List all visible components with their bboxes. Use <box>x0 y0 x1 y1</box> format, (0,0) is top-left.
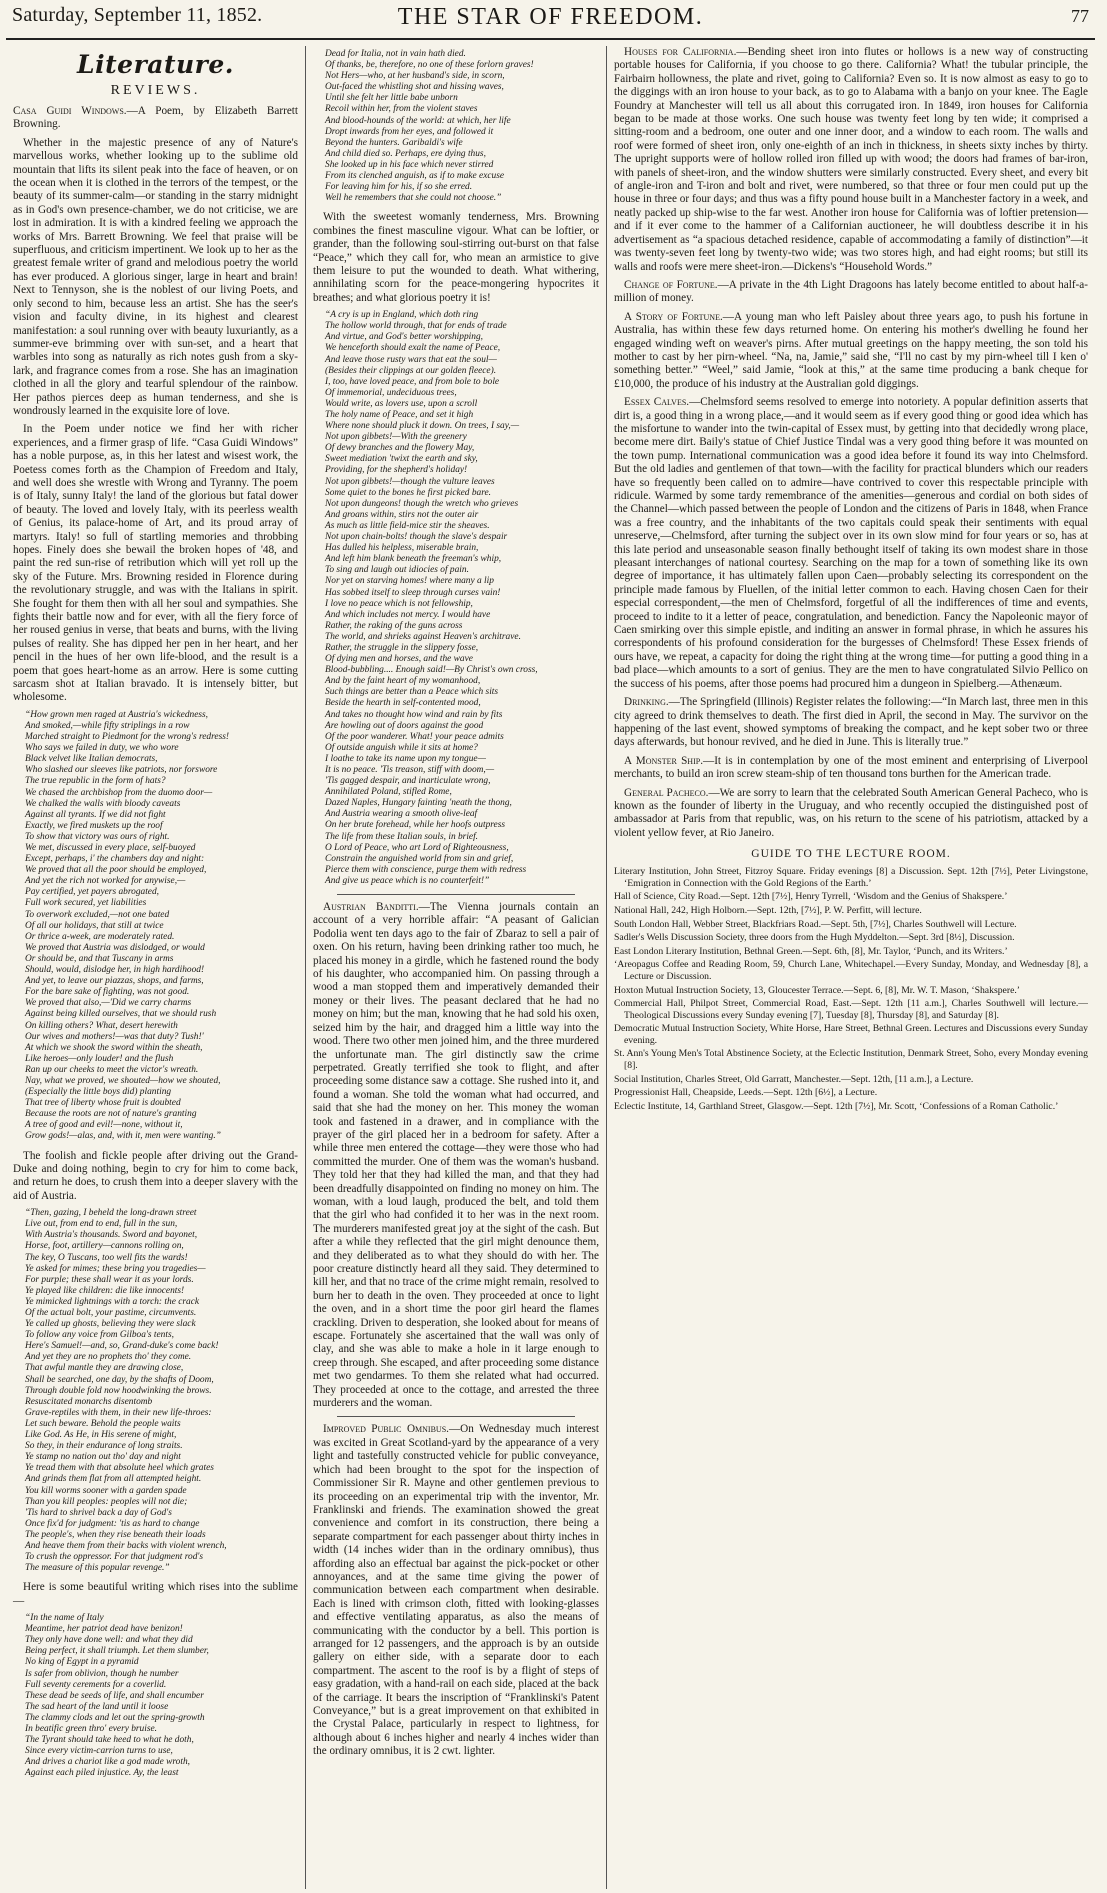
article-houses-california <box>614 46 1088 274</box>
verse-line: “A cry is up in England, which doth ring <box>325 310 479 321</box>
masthead <box>6 0 1095 40</box>
verse-line: (Especially the little boys did) planting <box>25 1087 172 1098</box>
verse-line: So they, in their endurance of long straits. <box>25 1441 183 1452</box>
verse-line: Exactly, we fired muskets up the roof <box>25 820 163 831</box>
divider <box>337 894 575 895</box>
verse-line: Well he remembers that she could not choose.” <box>325 193 502 204</box>
verse-line: And grinds them flat from all attempted height. <box>25 1474 202 1485</box>
verse-line: The Tyrant should take heed to what he doth, <box>25 1735 194 1746</box>
lecture-entry: Literary Institution, John Street, Fitzroy Square. Friday evenings [8] a Discussion. Sept. 12th [7½], Peter Livingstone, ‘Emigration in Connection with the Gold Regions of the Earth.’ <box>614 866 1088 889</box>
verse-line: Ran up our cheeks to meet the victor's wreath. <box>25 1064 199 1075</box>
verse-line: These dead be seeds of life, and shall encumber <box>25 1690 204 1701</box>
verse-line: Has sobbed itself to sleep through curses vain! <box>325 587 501 598</box>
verse-line: Sweet mediation 'twixt the earth and sky, <box>325 454 478 465</box>
article-body: —A private in the 4th Light Dragoons has lately become entitled to about half-a-million of money. <box>614 278 1088 305</box>
verse-line: Are howling out of doors against the good <box>325 720 484 731</box>
verse-line: To show that victory was ours of right. <box>25 831 170 842</box>
section-title: Literature. <box>77 50 234 79</box>
verse-line: Has dulled his helpless, miserable brain, <box>325 543 479 554</box>
verse-line: To crush the oppressor. For that judgment rod's <box>25 1552 204 1563</box>
verse-line: No king of Egypt in a pyramid <box>25 1657 139 1668</box>
verse-line: Nor yet on starving homes! where many a lip <box>325 576 494 587</box>
lecture-entry: Social Institution, Charles Street, Old Garratt, Manchester.—Sept. 12th, [11 a.m.], a Lecture. <box>614 1073 974 1085</box>
verse-line: Such things are better than a Peace which sits <box>325 687 499 698</box>
verse-line: And heave them from their backs with violent wrench, <box>25 1540 227 1551</box>
verse-line: And yet the rich not worked for anywise,— <box>25 876 186 887</box>
verse-line: Against all tyrants. If we did not fight <box>25 809 166 820</box>
article-body: —A young man who left Paisley about three years ago, to push his fortune in Australia, has within these few days returned home. On entering his mother's dwelling he found her engaged winding weft on weaver's pirns. After mutual greetings on the happy meeting, the son told his mother to cast by her pirn-wheel. “Na, na, Jamie,” said she, “I'll no cast by my pirn-wheel till I ken o' something better.” “Weel,” said Jamie, “look at this,” at the same time producing a bank cheque for £10,000, the produce of his industry at the Australian gold diggings. <box>614 310 1088 390</box>
verse-peace <box>325 310 599 887</box>
verse-line: Horse, foot, artillery—cannons rolling on, <box>25 1241 184 1252</box>
verse-line: I love no peace which is not fellowship, <box>325 598 473 609</box>
verse-line: Not upon gibbets!—With the greenery <box>325 432 467 443</box>
verse-line: And drives a chariot like a god made wroth, <box>25 1757 190 1768</box>
verse-line: I, too, have loved peace, and from bole to bole <box>325 376 500 387</box>
verse-line: “Then, gazing, I beheld the long-drawn street <box>25 1208 197 1219</box>
review-peace-paragraph: With the sweetest womanly tenderness, Mrs. Browning combines the finest masculine vigour. What can be loftier, or grander, than the following soul-stirring out-burst on that false “Peace,” which they call for, who mean an armistice to give them leisure to put the wounded to death. What withering, annihilating scorn for the peace-mongering hypocrites it breathes; and what glorious poetry it is! <box>313 211 599 304</box>
lecture-entry: South London Hall, Webber Street, Blackfriars Road.—Sept. 5th, [7½], Charles Southwell will Lecture. <box>614 918 1017 930</box>
verse-line: Would write, as lovers use, upon a scroll <box>325 398 478 409</box>
divider <box>337 1416 575 1417</box>
verse-line: 'Tis gagged despair, and inarticulate wrong, <box>325 776 491 787</box>
verse-line: Until she felt her little babe unborn <box>325 93 458 104</box>
article-body: —We are sorry to learn that the celebrated South American General Pacheco, who is known as the founder of liberty in the Uruguay, and who recently occupied the distinguished post of ambassador at Paris from that republic, was, on his return to the scene of his patriotism, attacked by a violent yellow fever, at Rio Janeiro. <box>614 786 1088 839</box>
verse-line: Being perfect, it shall triumph. Let them slumber, <box>25 1646 209 1657</box>
lecture-guide-title: GUIDE TO THE LECTURE ROOM. <box>751 848 951 861</box>
verse-line: We met, discussed in every place, self-buoyed <box>25 843 196 853</box>
verse-line: Dropt inwards from her eyes, and followed it <box>325 126 494 137</box>
verse-line: Ye tread them with that absolute heel which grates <box>25 1463 214 1474</box>
verse-line: Not upon dungeons! though the wretch who grieves <box>325 498 519 509</box>
verse-line: Of immemorial, undeciduous trees, <box>325 387 457 398</box>
verse-line: Dead for Italia, not in vain hath died. <box>325 49 466 59</box>
verse-line: Of the actual bolt, your pastime, circumvents. <box>25 1308 197 1318</box>
verse-line: Where none should pluck it down. On trees, I say,— <box>325 421 520 432</box>
article-head: Austrian Banditti. <box>323 901 419 914</box>
verse-line: I loathe to take its name upon my tongue— <box>325 753 486 764</box>
verse-line: Some quiet to the bones he first picked bare. <box>325 487 492 498</box>
article-essex-calves <box>614 396 1088 691</box>
verse-line: Full work secured, yet liabilities <box>25 898 147 909</box>
verse-line: Except, perhaps, i' the chambers day and night: <box>25 854 205 865</box>
verse-line: Since every victim-carrion turns to use, <box>25 1746 173 1757</box>
verse-line: And yet they are no prophets tho' they come. <box>25 1352 192 1363</box>
verse-line: Of the poor wanderer. What! your peace admits <box>325 731 504 742</box>
lecture-entry: East London Literary Institution, Bethnal Green.—Sept. 6th, [8], Mr. Taylor, ‘Punch, and its Writers.’ <box>614 945 1008 957</box>
verse-line: Who slashed our sleeves like patriots, nor forswore <box>25 765 218 776</box>
verse-line: The measure of this popular revenge.” <box>25 1563 170 1574</box>
verse-line: For the bare sake of fighting, was not good. <box>25 987 190 998</box>
lecture-entry: Democratic Mutual Instruction Society, White Horse, Hare Street, Bethnal Green. Lectures and Discussions every Sunday evening. <box>614 1023 1088 1046</box>
verse-line: It is no peace. 'Tis treason, stiff with doom,— <box>325 765 495 775</box>
verse-line: And Austria wearing a smooth olive-leaf <box>325 809 478 820</box>
column-2 <box>305 46 606 1889</box>
verse-line: Beside the hearth in self-contented mood, <box>325 698 481 709</box>
review-title: Casa Guidi Windows. <box>13 105 127 117</box>
verse-line: Rather, the raking of the guns across <box>325 620 463 631</box>
verse-line: Not Hers—who, at her husband's side, in scorn, <box>325 71 505 82</box>
verse-line: The world, and shrieks against Heaven's architrave. <box>325 631 521 642</box>
issue-date: Saturday, September 11, 1852. <box>12 4 263 26</box>
verse-line: “In the name of Italy <box>25 1613 104 1624</box>
verse-line: Meantime, her patriot dead have benizon! <box>25 1624 183 1635</box>
verse-line: Rather, the struggle in the slippery fosse, <box>325 642 479 653</box>
verse-line: And virtue, and God's better worshipping, <box>325 332 483 343</box>
verse-line: The hollow world through, that for ends of trade <box>325 321 507 332</box>
verse-line: O Lord of Peace, who art Lord of Righteousness, <box>325 842 509 853</box>
review-intro-paragraph: Whether in the majestic presence of any of Nature's marvellous works, whether looking up to the sublime old mountain that lifts its silent peak into the face of heaven, or on the ocean when it is clothed in the terrors of the tempest, or the beauty of its summer-calm—or standing in the starry midnight as in God's own presence-chamber, we do not criticise, we are lost in admiration. It is with a kindred feeling we approach the works of Mrs. Barrett Browning. We feel that praise will be superfluous, and criticism impertinent. We look up to her as the greatest female writer of grand and melodious poetry the world has ever produced. A glorious singer, large in heart and brain! Next to Tennyson, she is the noblest of our living Poets, and only second to him, because less an artist. She has the seer's vision and faculty divine, in its highest and clearest manifestation: a soul running over with beauty luxuriantly, as a summer-eve brimming over with sun-set, and a heart that warbles into song as naturally as rich notes gush from a sky-lark, and fragrance comes from a rose. She has an imagination clothed in all the glory and tearful splendour of the rainbow. Her pathos pierces deep as human tenderness, and she is wondrously learned in the exquisite lore of love. <box>13 136 298 417</box>
review-heading <box>13 105 298 132</box>
verse-austria <box>25 1208 298 1574</box>
verse-line: And blood-hounds of the world: at which, her life <box>325 115 511 126</box>
columns <box>6 46 1097 1889</box>
review-mid-paragraph: The foolish and fickle people after driving out the Grand-Duke and doing nothing, begin to cry for him to come back, and return he does, to crush them into a deeper slavery with the aid of Austria. <box>13 1149 298 1202</box>
verse-line: Or should be, and that Tuscany in arms <box>25 953 174 964</box>
verse-line: To follow any voice from Gilboa's tents, <box>25 1330 174 1341</box>
verse-line: On her brute forehead, while her hoofs outpress <box>325 820 506 831</box>
verse-line: Nay, what we proved, we shouted—how we shouted, <box>25 1075 221 1086</box>
verse-line: Ye stamp no nation out tho' day and night <box>25 1452 181 1463</box>
article-body: —Bending sheet iron into flutes or hollows is a new way of constructing portable houses for California, if you choose to go there. California? What! the tubular principle, the Fairbairn hollowness, the plate and rivet, going to California? Even so. It is now almost as easy to go to the diggings with an iron house to your back, as to go to Alabama with a banjo on your knee. The Eagle Foundry at Manchester will tell us all about this corrugated iron. In 1849, iron houses for California began to be made at those works. One such house was twenty feet long by ten wide; it comprised a sitting-room and a bedroom, one outer and one inner door, and a window to each room. The walls and roof were formed of sheet iron, only one-eighth of an inch in thickness, in sheets sixty inches by thirty. The upright supports were of hollow rolled iron filled up with wood; the doors had frames of bar-iron, with panels of sheet-iron, and the window shutters were similarly constructed. Every sheet, and every bit of angle-iron and T-iron and bolt and rivet, were numbered, so that three or four men could put up the house in three or four days; and thus was a fifty pound house built in a Manchester factory in a week, and neatly packed up ship-wise to the far west. Another iron house for California was of loftier pretension—and if it ever come to the hammer of a Californian auctioneer, he will doubtless describe it in his advertisement as “a spacious detached residence, capable of accommodating a family of distinction”—it was twenty-seven feet long by twenty-two wide; was two stores high, and had eight rooms; but still its walls and roofs were mere sheet-iron.—Dickens's “Household Words.” <box>614 46 1088 273</box>
verse-line: Grow gods!—alas, and, with it, men were wanting.” <box>25 1131 221 1142</box>
verse-line: That tree of liberty whose fruit is doubted <box>25 1098 181 1109</box>
verse-line: Annihilated Poland, stifled Rome, <box>325 787 452 798</box>
verse-line: Ye mimicked lightnings with a torch: the crack <box>25 1296 200 1307</box>
verse-line: As much as little field-mice stir the sheaves. <box>325 520 490 531</box>
verse-line: They only have done well: and what they did <box>25 1635 193 1646</box>
article-body: —The Springfield (Illinois) Register relates the following:—“In March last, three men in this city agreed to drink themselves to death. The first died in April, the second in May. The survivor on the happening of the last event, showed symptoms of breaking the compact, and he kept sober two or three days afterwards, but honour revived, and he died in June. This is literally true.” <box>614 696 1088 749</box>
verse-line: And child died so. Perhaps, ere dying thus, <box>325 148 486 159</box>
verse-line: Of all our holidays, that still at twice <box>25 920 164 931</box>
verse-line: And yet, to leave our piazzas, shops, and farms, <box>25 976 204 987</box>
verse-line: Once fix'd for judgment: 'tis as hard to change <box>25 1518 200 1529</box>
verse-line: Grave-reptiles with them, in their new life-throes: <box>25 1407 212 1418</box>
verse-line: “How grown men raged at Austria's wickedness, <box>25 709 208 720</box>
article-head: Improved Public Omnibus. <box>323 1423 449 1436</box>
verse-line: Pierce them with conscience, purge them with redress <box>325 864 527 875</box>
verse-line: 'Tis hard to shrivel back a day of God's <box>25 1507 172 1518</box>
lecture-entry: National Hall, 242, High Holborn.—Sept. 12th, [7½], P. W. Perfitt, will lecture. <box>614 904 922 916</box>
verse-line: The key, O Tuscans, too well fits the wards! <box>25 1252 188 1263</box>
verse-line: Of thanks, be, therefore, no one of these forlorn graves! <box>325 60 534 71</box>
verse-line: Marched straight to Piedmont for the wrong's redress! <box>25 732 229 743</box>
verse-line: The life from these Italian souls, in brief. <box>325 831 479 842</box>
verse-line: And left him blank beneath the freeman's whip, <box>325 554 502 565</box>
article-change-of-fortune <box>614 279 1088 306</box>
page-number: 77 <box>1071 6 1089 26</box>
verse-line: We proved that Austria was dislodged, or would <box>25 942 205 953</box>
verse-line: The sad heart of the land until it loose <box>25 1701 169 1712</box>
verse-line: And by the faint heart of my womanhood, <box>325 676 481 687</box>
verse-line: And smoked,—while fifty striplings in a row <box>25 720 190 731</box>
article-head: A Monster Ship. <box>624 754 703 767</box>
verse-line: And which includes not mercy. I would have <box>325 609 491 620</box>
verse-line: Constrain the anguished world from sin and grief, <box>325 853 514 864</box>
lecture-entry: St. Ann's Young Men's Total Abstinence Society, at the Eclectic Institution, Denmark Street, Soho, every Monday evening [8]. <box>614 1048 1088 1072</box>
verse-line: Out-faced the whistling shot and hissing waves, <box>325 82 504 93</box>
verse-line: Or thrice a-week, are moderately rated. <box>25 931 175 942</box>
article-head: General Pacheco. <box>624 786 709 799</box>
verse-line: Resuscitated monarchs disentomb <box>25 1396 153 1407</box>
article-drinking <box>614 696 1088 750</box>
lecture-entry: Progressionist Hall, Cheapside, Leeds.—Sept. 12th [6½], a Lecture. <box>614 1087 878 1099</box>
lecture-entry: ‘Areopagus Coffee and Reading Room, 59, Church Lane, Whitechapel.—Every Sunday, Monday, and Wednesday [8], a Lecture or Discussion. <box>614 959 1088 982</box>
verse-line: Through double fold now hoodwinking the brows. <box>25 1385 212 1396</box>
newspaper-title: THE STAR OF FREEDOM. <box>397 4 704 30</box>
verse-line: Than you kill peoples: peoples will not die; <box>25 1496 188 1507</box>
verse-line: Of dewy branches and the flowery May, <box>325 443 475 454</box>
lecture-entry: Hall of Science, City Road.—Sept. 12th [7½], Henry Tyrrell, ‘Wisdom and the Genius of Shakspere.’ <box>614 891 1008 903</box>
verse-line: From its clenched anguish, as if to make excuse <box>325 171 505 182</box>
article-general-pacheco <box>614 787 1088 841</box>
verse-line: Ye asked for mimes; these bring you tragedies— <box>25 1263 206 1274</box>
lecture-entry: Commercial Hall, Philpot Street, Commercial Road, East.—Sept. 12th [11 a.m.], Charles Southwell will lecture.—Theological Discussions every Sunday evening [7], Tuesday [8], Thursday [8], and Saturday [8]. <box>614 998 1088 1021</box>
article-body: —On Wednesday much interest was excited in Great Scotland-yard by the appearance of a very light and tastefully constructed vehicle for public conveyance, which had been brought to the spot for the inspection of Commissioner Sir R. Mayne and other gentlemen previous to its proceeding on an experimental trip with the inventor, Mr. Franklinski and friends. The examination showed the great convenience and comfort in its construction, there being a separate compartment for each passenger about thirty inches in width (14 inches wider than in the ordinary omnibus), thus affording also an effectual bar against the pick-pocket or other annoyances, and at the same time giving the power of communication between each compartment when desirable. Each is lined with crimson cloth, fitted with looking-glasses and effective ventilating apparatus, as also the means of communicating with the conductor by a bell. This portion is arranged for 12 passengers, and the approach is by an outside gallery on either side, with a separate door to each compartment. The ascent to the roof is by a flight of steps of easy gradation, with a hand-rail on each side, placed at the back of the carriage. It bears the inscription of “Franklinski's Patent Conveyance,” but is a great improvement on that exhibited in the Crystal Palace, particularly in respect to lightness, for although about 6 inches higher and nearly 4 inches wider than the ordinary omnibus, it is 2 cwt. lighter. <box>313 1423 600 1758</box>
lecture-entry: Sadler's Wells Discussion Society, three doors from the Hugh Myddelton.—Sept. 3rd [8½], Discussion. <box>614 932 1015 944</box>
lecture-entry: Eclectic Institute, 14, Garthland Street, Glasgow.—Sept. 12th [7½], Mr. Scott, ‘Confessions of a Roman Catholic.’ <box>614 1100 1059 1112</box>
article-head: Change of Fortune. <box>624 278 718 291</box>
verse-sarcasm <box>25 710 298 1143</box>
article-body: —It is in contemplation by one of the most eminent and enterprising of Liverpool merchants, to build an iron screw steam-ship of ten thousand tons burthen for the American trade. <box>614 754 1088 781</box>
verse-line: For leaving him for his, if so she erred. <box>325 182 473 193</box>
verse-line: Like God. As He, in His serene of might, <box>25 1430 177 1441</box>
article-body: —Chelmsford seems resolved to emerge into notoriety. A popular definition asserts that dirt is, a good thing in a wrong place,—and it would seem as if every good thing or good idea which has the misfortune to wander into the twin-capital of Essex must, by getting into that decidedly wrong place, become mere dirt. Baily's statue of Chief Justice Tindal was a very good thing before it was mounted on the town pump. International communication was a good idea before it found its way into Chelmsford. But the old ladies and gentlemen of that town—with the facility for practical blunders which our readers have so frequently been called on to admire—have contrived to cover this respectable principle with ridicule. Warmed by some tardy remembrance of the amenities—generous and cordial on both sides of the Channel—which passed between the people of London and the citizens of Paris in 1848, when France was a free country, and the inhabitants of the two capitals could speak their sentiments with equal unreserve,—Chelmsford, after turning the subject over in its own slow mind for four years or so, has at this late period and unseasonable season finally bethought itself of taking its own modest share in those pleasant interchanges of national courtesy. Searching on the map for a town of something like its own degree of importance, it has ultimately fallen upon Caen—probably selecting its correspondent on the principle made famous by Fluellen, of the initial letter common to each. Having chosen Caen for their especial correspondent,—the men of Chelmsford, forgetful of all the indifferences of time and events, proceed to indite to it a letter of peace, congratulation, and benediction. Fancy the Napoleonic mayor of Caen smirking over this simple epistle, and inditing an answer in formal phrase, in which he assures his correspondents of his profound consideration for the burgesses of Chelmsford! These Essex friends of ours have, we repeat, a capacity for doing the right thing at the wrong time—for putting a good thing in a bad place—which amounts to a sort of genius. They are the men to have congratulated Silvio Pellico on the success of his poems, after those poems had procured him a dungeon in Spielberg.—Athenæum. <box>614 396 1088 690</box>
article-austrian-banditti <box>313 901 599 1410</box>
article-story-of-fortune <box>614 311 1088 391</box>
article-head: Essex Calves. <box>624 396 690 409</box>
verse-line: Who says we failed in duty, we who wore <box>25 743 179 754</box>
verse-line: We henceforth should exalt the name of Peace, <box>325 343 501 354</box>
review-byline: —A Poem, by Elizabeth Barrett Browning. <box>13 105 298 131</box>
verse-line: Here's Samuel!—and, so, Grand-duke's come back! <box>25 1341 219 1352</box>
column-3 <box>606 46 1095 1889</box>
verse-line: Is safer from oblivion, though he number <box>25 1668 179 1679</box>
article-body: —The Vienna journals contain an account of a very horrible affair: “A peasant of Galician Podolia went ten days ago to the fair of Zbaraz to sell a pair of oxen. On his return, having been drinking rather too much, he placed his money in a girdle, which he fastened round the body of his daughter, who accompanied him. On passing through a wood a man stopped them and imperatively demanded their money or their lives. The peasant declared that he had no money on him; but the man, knowing that he had sold his oxen, seized him by the hair, and dragged him a little way into the wood. There two other men joined him, and the three murdered the unfortunate man. The girl distinctly saw the crime perpetrated. Greatly terrified she took to flight, and after proceeding some distance saw a cottage. She rushed into it, and found a woman. She told the woman what had occurred, and said that she had the money on her. This money the woman took and fastened in a drawer, and in compliance with the prayer of the girl placed her in a bedroom for safety. After a while three men entered the cottage—they were those who had committed the murder. One of them was the woman's husband. They told her that they had killed the man, and that they had been dreadfully disappointed on finding no money on him. The woman, with a loud laugh, produced the belt, and told them that the girl who had confided it to her was in the next room. The murderers manifested great joy at the sight of the cash. But after a while they reflected that the girl might denounce them, and they deliberated as to what they should do with her. The poor creature distinctly heard all they said. They determined to kill her, and that no trace of the crime might remain, resolved to burn her to death in the oven. They proceeded at once to light the oven, and in a short time the poor girl heard the flames crackling. Driven to desperation, she looked about for means of escape. Fortunately she ascertained that the wall was only of clay, and she was able to make a hole in it large enough to creep through. She escaped, and after proceeding some distance met two gendarmes. To them she related what had occurred. They proceeded at once to the cottage, and arrested the three murderers and the woman. <box>313 901 599 1410</box>
verse-line: Ye called up ghosts, believing they were slack <box>25 1319 196 1330</box>
verse-line: Ye played like children: die like innocents! <box>25 1285 185 1296</box>
verse-line: She looked up in his face which never stirred <box>325 159 494 170</box>
verse-line: That awful mantle they are drawing close, <box>25 1363 184 1374</box>
verse-line: Of dying men and horses, and the wave <box>325 654 473 665</box>
article-head: Houses for California. <box>624 46 737 58</box>
verse-line: Let such beware. Behold the people waits <box>25 1418 181 1429</box>
verse-line: And groans within, stirs not the outer air <box>325 509 479 520</box>
verse-line: We proved that also,—'Did we carry charms <box>25 998 192 1009</box>
verse-line: Not upon chain-bolts! though the slave's despair <box>325 532 508 543</box>
verse-line: The true republic in the form of hats? <box>25 776 166 787</box>
verse-line: A tree of good and evil!—none, without it, <box>25 1120 183 1131</box>
verse-line: Of outside anguish while it sits at home? <box>325 742 478 753</box>
verse-line: And give us peace which is no counterfeit!” <box>325 875 490 886</box>
verse-italy <box>25 1613 298 1779</box>
verse-line: To sing and laugh out idiocies of pain. <box>325 565 469 576</box>
review-sublime-paragraph: Here is some beautiful writing which rises into the sublime— <box>13 1581 298 1607</box>
verse-line: Against being killed ourselves, that we should rush <box>25 1009 217 1020</box>
verse-line: Dazed Naples, Hungary fainting 'neath the thong, <box>325 798 512 809</box>
verse-line: Not upon gibbets!—though the vulture leaves <box>325 476 495 487</box>
verse-line: Because the roots are not of nature's granting <box>25 1109 197 1120</box>
verse-line: The clammy clods and let out the spring-growth <box>25 1712 205 1723</box>
verse-line: And leave those rusty wars that eat the soul— <box>325 354 497 365</box>
verse-line: We chalked the walls with bloody caveats <box>25 798 181 809</box>
verse-line: We proved that all the poor should be employed, <box>25 865 207 876</box>
column-1 <box>6 46 305 1889</box>
reviews-heading: REVIEWS. <box>110 83 201 98</box>
verse-line: Like heroes—only louder! and the flush <box>25 1053 174 1064</box>
article-head: A Story of Fortune. <box>624 310 723 323</box>
verse-line: (Besides their clippings at our golden fleece). <box>325 365 497 376</box>
verse-line: You kill worms sooner with a garden spade <box>25 1485 187 1496</box>
verse-line: In beatific green thro' every bruise. <box>25 1724 157 1734</box>
verse-line: The people's, when they rise beneath their loads <box>25 1529 206 1540</box>
article-improved-omnibus <box>313 1423 599 1758</box>
verse-line: Full seventy cerements for a coverlid. <box>25 1679 167 1690</box>
article-head: Drinking. <box>624 696 669 709</box>
verse-line: Beyond the hunters. Garibaldi's wife <box>325 137 463 148</box>
verse-line: For purple; these shall wear it as your lords. <box>25 1274 194 1285</box>
verse-line: Black velvet like Italian democrats, <box>25 754 158 765</box>
verse-line: At which we shook the sword within the sheath, <box>25 1042 203 1053</box>
verse-line: Providing, for the shepherd's holiday! <box>325 465 468 476</box>
verse-line: We chased the archbishop from the duomo door— <box>25 787 213 798</box>
verse-line: Recoil within her, from the violent staves <box>325 104 478 115</box>
verse-line: The holy name of Peace, and set it high <box>325 410 474 420</box>
lecture-guide-list <box>614 866 1088 1112</box>
lecture-entry: Hoxton Mutual Instruction Society, 13, Gloucester Terrace.—Sept. 6, [8], Mr. W. T. Mason, ‘Shakspere.’ <box>614 984 1021 996</box>
verse-line: Live out, from end to end, full in the sun, <box>25 1219 178 1230</box>
article-monster-ship <box>614 755 1088 782</box>
verse-line: And takes no thought how wind and rain by fits <box>325 709 503 720</box>
verse-line: Pay certified, yet payers abrogated, <box>25 887 159 898</box>
review-second-paragraph: In the Poem under notice we find her with richer experiences, and a firmer grasp of life. “Casa Guidi Windows” has a noble purpose, as, in this her latest and wisest work, the Poetess comes forth as the Champion of Freedom and Italy, and well does she wrestle with Wrong and Tyranny. The poem is of Italy, sunny Italy! the land of the glorious but fatal dower of beauty. The loved and lovely Italy, with its peerless wealth of Genius, its palace-home of Art, and its proud array of martyrs. Italy! so full of startling memories and throbbing hopes. Finely does she bewail the broken hopes of '48, and paint the red sun-rise of retribution which will yet roll up the sky of the Future. Mrs. Browning resided in Florence during the revolutionary struggle, and was with the Italians in spirit. She fought for them then with all her soul and sympathies. She fights their battle now and for ever, with all the fiery force of her roused genius in verse, that beats and burns, with the living pulses of reality. She has dipped her pen in her heart, and her pencil in the hues of her own life-blood, and the result is a poem that goes heart-home as an arrow. Here is some cutting sarcasm shot at Italian bravado. It is intensely bitter, but wholesome. <box>13 423 298 704</box>
verse-line: Against each piled injustice. Ay, the least <box>25 1768 179 1779</box>
verse-line: On killing others? What, desert herewith <box>25 1020 178 1031</box>
verse-italy-continued <box>325 49 599 204</box>
verse-line: To overwork excluded,—not one bated <box>25 909 170 920</box>
verse-line: Shall be searched, one day, by the shafts of Doom, <box>25 1374 214 1385</box>
verse-line: With Austria's thousands. Sword and bayonet, <box>25 1230 198 1241</box>
verse-line: Should, would, dislodge her, in high hardihood! <box>25 965 205 976</box>
verse-line: Blood-bubbling.... Enough said!—By Christ's own cross, <box>325 665 538 676</box>
verse-line: Our wives and mothers!—was that duty? Tush!' <box>25 1031 204 1042</box>
